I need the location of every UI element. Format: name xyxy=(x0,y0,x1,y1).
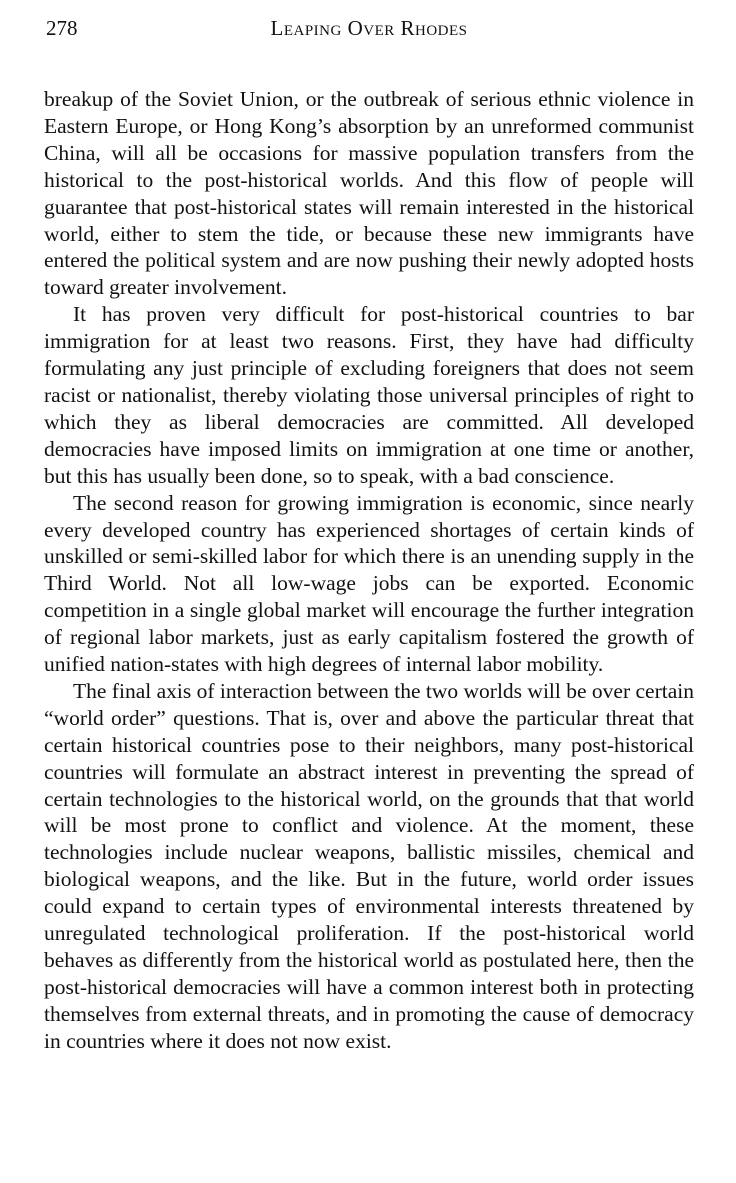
paragraph-economic-reason: The second reason for growing immigration is economic, since nearly every developed country has experienced shortages of certain kinds of unskilled or semi-skilled labor for which there is an unending supply in the Third World. Not all low-wage jobs can be exported. Economic competition in a single global market will encourage the further integration of regional labor markets, just as early capitalism fostered the growth of unified nation-states with high degrees of internal labor mobility. xyxy=(44,490,694,677)
book-page xyxy=(44,14,694,1055)
paragraph-world-order: The final axis of interaction between the two worlds will be over certain “world order” questions. That is, over and above the particular threat that certain historical countries pose to their neighbors, many post-historical countries will formulate an abstract interest in preventing the spread of certain technologies to the historical world, on the grounds that that world will be most prone to conflict and violence. At the moment, these technologies include nuclear weapons, ballistic missiles, chemical and biological weapons, and the like. But in the future, world order issues could expand to certain types of environmental interests threatened by unregulated technological proliferation. If the post-historical world behaves as differently from the historical world as postulated here, then the post-historical democracies will have a common interest both in protecting themselves from external threats, and in promoting the cause of democracy in countries where it does not now exist. xyxy=(44,678,694,1053)
running-head xyxy=(44,14,694,42)
page-number: 278 xyxy=(46,16,78,40)
paragraph-continued: breakup of the Soviet Union, or the outbreak of serious ethnic violence in Eastern Europe, or Hong Kong’s absorption by an unreformed communist China, will all be occasions for massive population transfers from the historical to the post-historical worlds. And this flow of people will guarantee that post-historical states will remain interested in the historical world, either to stem the tide, or because these new immigrants have entered the political system and are now pushing their newly adopted hosts toward greater involvement. xyxy=(44,87,694,300)
paragraph-immigration-reasons: It has proven very difficult for post-historical countries to bar immigration for at least two reasons. First, they have had difficulty formulating any just principle of excluding foreigners that does not seem racist or nationalist, thereby violating those universal principles of right to which they as liberal democracies are committed. All developed democracies have imposed limits on immigration at one time or another, but this has usually been done, so to speak, with a bad conscience. xyxy=(44,302,694,488)
running-title: Leaping Over Rhodes xyxy=(270,16,468,40)
body-text xyxy=(44,86,694,1055)
